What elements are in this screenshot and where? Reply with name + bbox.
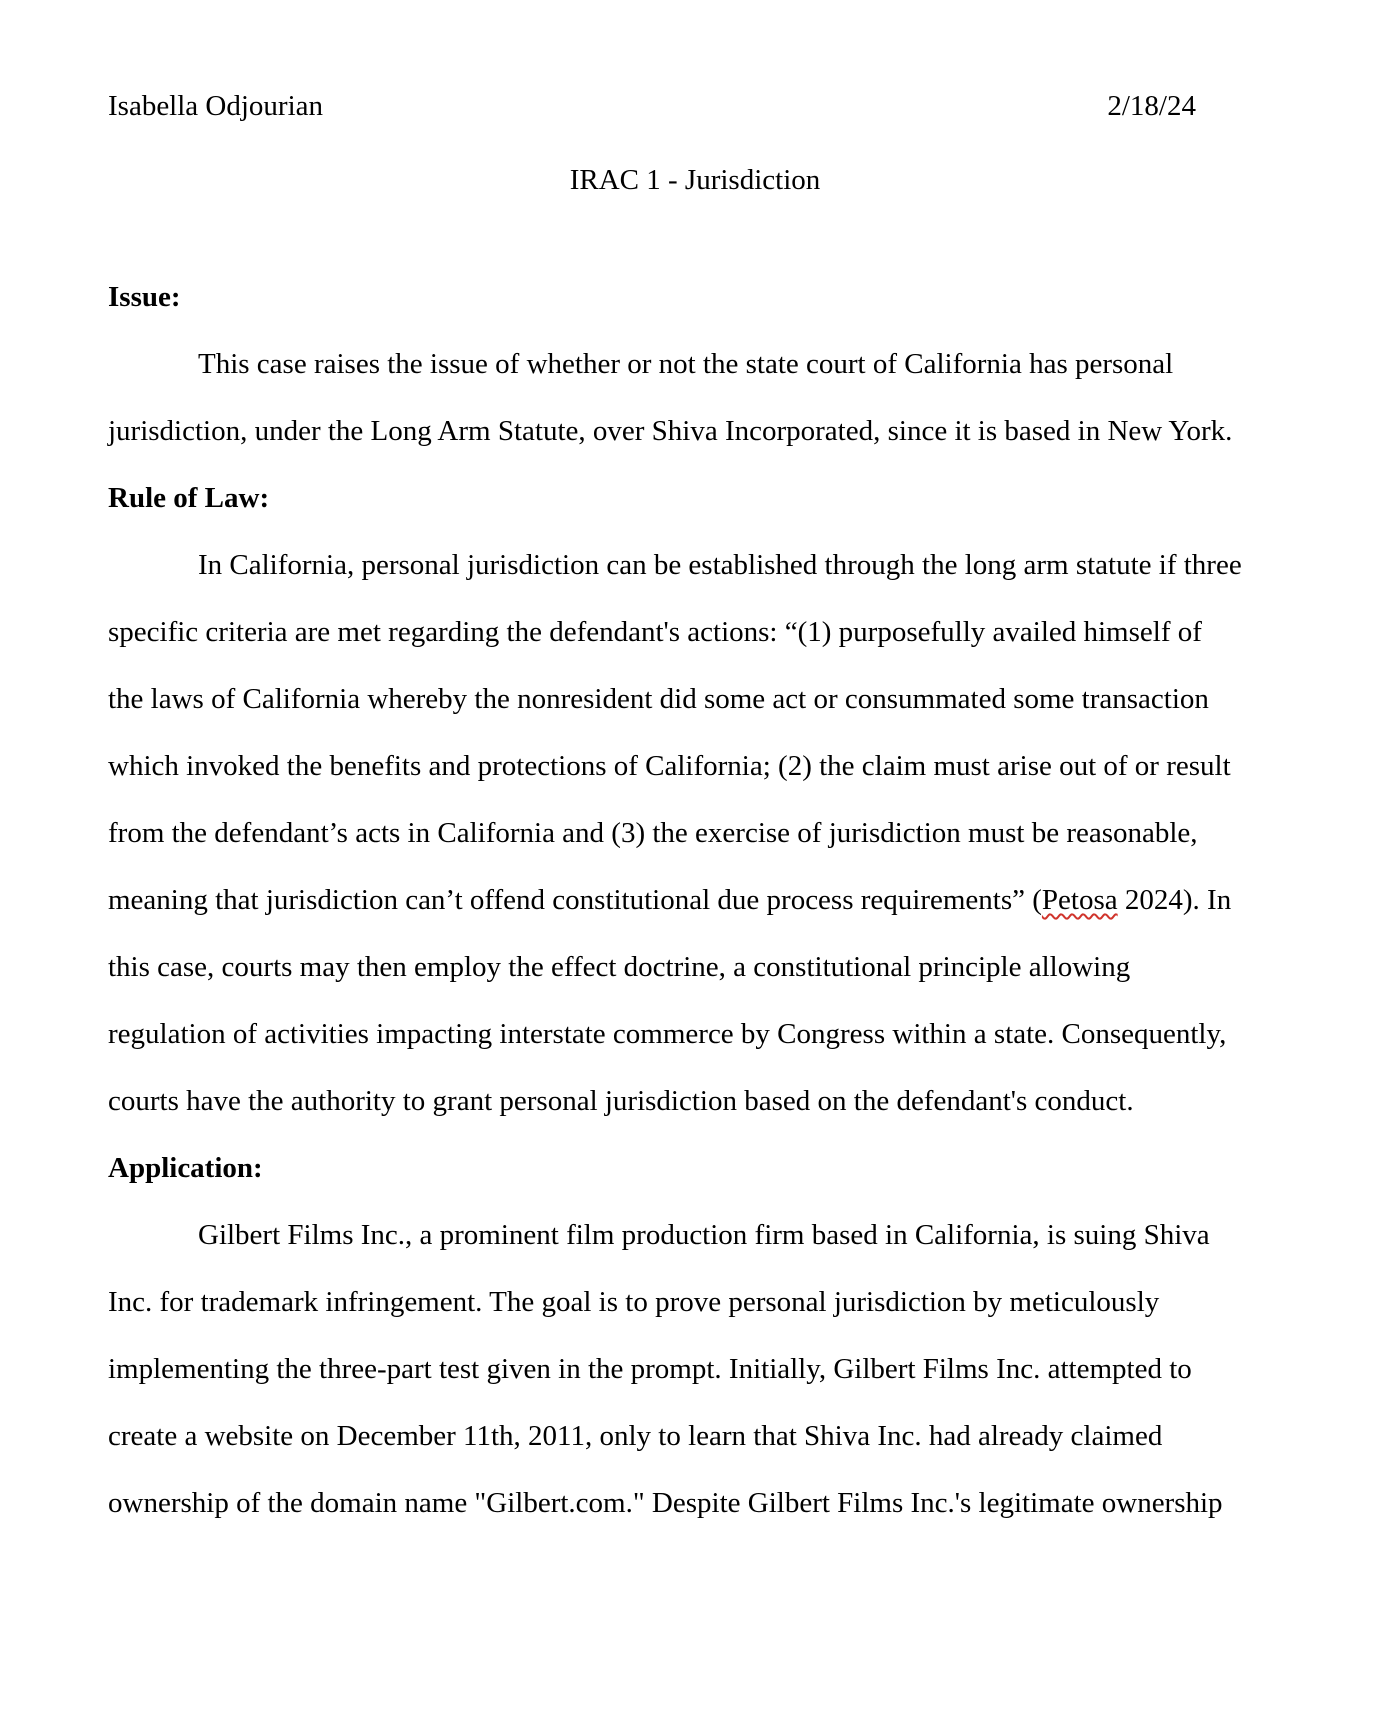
issue-heading: Issue: xyxy=(108,281,181,313)
document-title: IRAC 1 - Jurisdiction xyxy=(569,164,821,196)
application-line: create a website on December 11th, 2011, only to learn that Shiva Inc. had already claimed xyxy=(108,1420,1163,1452)
application-heading: Application: xyxy=(108,1152,263,1184)
spellcheck-flagged-word[interactable]: Petosa xyxy=(1041,884,1118,916)
rule-line: this case, courts may then employ the effect doctrine, a constitutional principle allowing xyxy=(108,951,1131,983)
rule-line: In California, personal jurisdiction can be established through the long arm statute if three xyxy=(198,549,1242,581)
citation-text-after: 2024). In xyxy=(1117,884,1232,916)
rule-line: which invoked the benefits and protections of California; (2) the claim must arise out of or result xyxy=(108,750,1231,782)
rule-line: regulation of activities impacting interstate commerce by Congress within a state. Consequently, xyxy=(108,1018,1227,1050)
rule-line: from the defendant’s acts in California and (3) the exercise of jurisdiction must be reasonable, xyxy=(108,817,1198,849)
document-date: 2/18/24 xyxy=(1107,90,1196,122)
application-line: Inc. for trademark infringement. The goal is to prove personal jurisdiction by meticulously xyxy=(108,1286,1160,1318)
application-line: Gilbert Films Inc., a prominent film production firm based in California, is suing Shiva xyxy=(198,1219,1210,1251)
issue-line: This case raises the issue of whether or not the state court of California has personal xyxy=(198,348,1174,380)
application-line: ownership of the domain name "Gilbert.com." Despite Gilbert Films Inc.'s legitimate ownership xyxy=(108,1487,1223,1519)
citation-text-before: meaning that jurisdiction can’t offend constitutional due process requirements” ( xyxy=(108,884,1042,916)
author-name: Isabella Odjourian xyxy=(108,90,324,122)
rule-citation-line xyxy=(108,880,1231,920)
rule-line: the laws of California whereby the nonresident did some act or consummated some transaction xyxy=(108,683,1209,715)
page-header xyxy=(108,86,1196,126)
application-line: implementing the three-part test given in the prompt. Initially, Gilbert Films Inc. attempted to xyxy=(108,1353,1192,1385)
issue-line: jurisdiction, under the Long Arm Statute, over Shiva Incorporated, since it is based in New York. xyxy=(108,415,1233,447)
rule-line: courts have the authority to grant personal jurisdiction based on the defendant's conduct. xyxy=(108,1085,1134,1117)
rule-line: specific criteria are met regarding the defendant's actions: “(1) purposefully availed himself of xyxy=(108,616,1202,648)
rule-heading: Rule of Law: xyxy=(108,482,270,514)
